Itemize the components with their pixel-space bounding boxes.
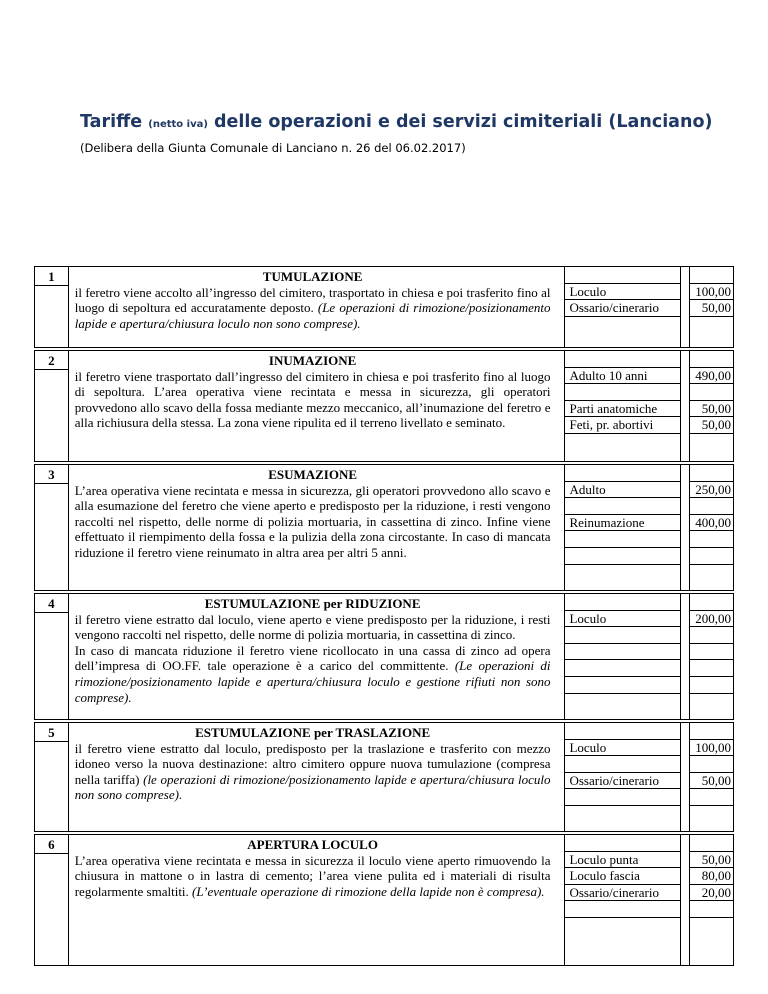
item-prices	[689, 465, 734, 590]
item-price	[690, 660, 733, 677]
item-prices	[689, 351, 734, 461]
row-number: 6	[48, 837, 55, 852]
title-rest: delle operazioni e dei servizi cimiteriali (Lanciano)	[214, 112, 713, 132]
tariff-row	[34, 834, 734, 966]
item-price: 50,00	[690, 401, 733, 418]
item-price: 200,00	[690, 611, 733, 628]
item-price: 250,00	[690, 482, 733, 499]
item-labels	[564, 835, 681, 965]
item-prices	[689, 267, 734, 347]
item-labels	[564, 351, 681, 461]
item-label	[565, 531, 680, 548]
section-text: il feretro viene trasportato dall’ingresso del cimitero in chiesa e poi trasferito fino al luogo di sepoltura. L’area operativa viene recintata e messa in sicurezza, gli operatori provvedono allo scavo della fossa mediante mezzo meccanico, all’inumazione del feretro e alla richiusura della stessa. La zona viene ripulita ed il terreno livellato e seminato.	[74, 368, 551, 431]
row-description	[69, 351, 557, 461]
row-number-cell	[34, 267, 69, 347]
item-label	[565, 644, 680, 661]
row-number: 4	[48, 596, 55, 611]
item-label	[565, 694, 680, 710]
item-label: Loculo punta	[565, 852, 680, 869]
item-label: Ossario/cinerario	[565, 885, 680, 902]
item-price	[690, 644, 733, 661]
row-number: 1	[48, 269, 55, 284]
section-heading: ESTUMULAZIONE per RIDUZIONE	[204, 596, 421, 611]
item-prices	[689, 835, 734, 965]
tariff-row	[34, 593, 734, 720]
item-label	[565, 565, 680, 581]
item-price	[690, 565, 733, 581]
item-label	[565, 756, 680, 773]
item-price: 50,00	[690, 773, 733, 790]
item-prices	[689, 594, 734, 719]
item-price	[690, 498, 733, 515]
page-title	[80, 112, 712, 132]
item-labels	[564, 465, 681, 590]
item-label	[565, 498, 680, 515]
item-labels	[564, 267, 681, 347]
item-label	[565, 384, 680, 401]
row-number: 2	[48, 353, 55, 368]
row-number: 5	[48, 725, 55, 740]
item-price	[690, 806, 733, 822]
item-price	[690, 434, 733, 450]
section-heading: TUMULAZIONE	[262, 269, 363, 284]
item-label	[565, 434, 680, 450]
item-price: 100,00	[690, 284, 733, 301]
row-number-cell	[34, 351, 69, 461]
item-label	[565, 918, 680, 934]
item-price: 20,00	[690, 885, 733, 902]
section-text: L’area operativa viene recintata e messa in sicurezza, gli operatori provvedono allo scavo e alla esumazione del feretro che viene aperto e predisposto per la riduzione, i resti vengono raccolti nel rispetto, delle norme di polizia mortuaria, in cassettina di zinco. Infine viene effettuato il riempimento della fossa e la pulizia della zona circostante. In caso di mancata riduzione il feretro viene reinumato in altra area per altri 5 anni.	[74, 482, 551, 560]
row-description	[69, 267, 557, 347]
item-label: Ossario/cinerario	[565, 773, 680, 790]
item-price	[690, 531, 733, 548]
item-price	[690, 384, 733, 401]
section-heading: INUMAZIONE	[268, 353, 357, 368]
item-price	[690, 901, 733, 918]
section-note: (le operazioni di rimozione/posizionamento lapide e apertura/chiusura loculo non sono comprese).	[74, 771, 551, 803]
item-labels	[564, 594, 681, 719]
section-text: In caso di mancata riduzione il feretro viene ricollocato in una cassa di zinco ad opera dell’impresa di OO.FF. tale operazione è a carico del committente.	[74, 642, 551, 674]
section-text: il feretro viene estratto dal loculo, viene aperto e viene predisposto per la riduzione, i resti vengono raccolti nel rispetto, delle norme di polizia mortuaria, in cassettina di zinco.	[74, 611, 551, 643]
section-text: il feretro viene estratto dal loculo, predisposto per la traslazione e trasferito con mezzo idoneo verso la nuova destinazione: altro cimitero oppure nuova tumulazione (compresa nella tariffa)	[74, 740, 551, 787]
row-description	[69, 835, 557, 965]
tariff-row	[34, 350, 734, 462]
item-price	[690, 627, 733, 644]
page-subtitle: (Delibera della Giunta Comunale di Lanciano n. 26 del 06.02.2017)	[80, 141, 466, 155]
item-price	[690, 918, 733, 934]
section-heading: APERTURA LOCULO	[247, 837, 378, 852]
title-vat-note: (netto iva)	[148, 119, 208, 130]
item-price	[690, 317, 733, 333]
item-price: 50,00	[690, 417, 733, 434]
item-prices	[689, 723, 734, 831]
section-note: (Le operazioni di rimozione/posizionamento lapide e apertura/chiusura loculo non sono comprese).	[74, 300, 551, 331]
item-label: Adulto 10 anni	[565, 368, 680, 385]
item-label	[565, 677, 680, 694]
item-price: 50,00	[690, 300, 733, 317]
item-label: Adulto	[565, 482, 680, 499]
item-price	[690, 756, 733, 773]
section-heading: ESUMAZIONE	[268, 467, 358, 482]
row-number: 3	[48, 467, 55, 482]
row-description	[69, 465, 557, 590]
item-label: Loculo	[565, 740, 680, 757]
item-price	[690, 548, 733, 565]
item-label	[565, 901, 680, 918]
item-price: 80,00	[690, 868, 733, 885]
item-label: Loculo fascia	[565, 868, 680, 885]
item-label	[565, 317, 680, 333]
item-label: Parti anatomiche	[565, 401, 680, 418]
section-note: (Le operazioni di rimozione/posizionamento lapide e apertura/chiusura loculo e gestione rifiuti non sono comprese).	[74, 658, 551, 705]
row-number-cell	[34, 465, 69, 590]
row-description	[69, 723, 557, 831]
row-number-cell	[34, 835, 69, 965]
item-label	[565, 806, 680, 822]
title-main: Tariffe	[80, 112, 143, 132]
section-text: il feretro viene accolto all’ingresso del cimitero, trasportato in chiesa e poi trasferito fino al luogo di sepoltura ed accuratamente deposto.	[74, 284, 551, 316]
item-label	[565, 789, 680, 806]
tariff-row	[34, 464, 734, 591]
row-description	[69, 594, 557, 719]
section-heading: ESTUMULAZIONE per TRASLAZIONE	[195, 725, 431, 740]
item-price: 400,00	[690, 515, 733, 532]
section-text: L’area operativa viene recintata e messa in sicurezza il loculo viene aperto rimuovendo la chiusura in mattone o in lastra di cemento; l’area viene pulita ed i materiali di risulta regolarmente smaltiti.	[74, 852, 551, 899]
item-label: Loculo	[565, 611, 680, 628]
item-labels	[564, 723, 681, 831]
item-label	[565, 627, 680, 644]
item-price	[690, 694, 733, 710]
section-note: (L’eventuale operazione di rimozione della lapide non è compresa).	[192, 883, 545, 899]
item-price: 490,00	[690, 368, 733, 385]
item-label	[565, 660, 680, 677]
tariff-row	[34, 722, 734, 832]
item-label: Feti, pr. abortivi	[565, 417, 680, 434]
item-price	[690, 677, 733, 694]
item-label	[565, 548, 680, 565]
item-price: 50,00	[690, 852, 733, 869]
tariff-row	[34, 266, 734, 348]
item-label: Ossario/cinerario	[565, 300, 680, 317]
item-price: 100,00	[690, 740, 733, 757]
row-number-cell	[34, 594, 69, 719]
item-label: Reinumazione	[565, 515, 680, 532]
item-label: Loculo	[565, 284, 680, 301]
tariff-table	[34, 266, 734, 968]
item-price	[690, 789, 733, 806]
row-number-cell	[34, 723, 69, 831]
